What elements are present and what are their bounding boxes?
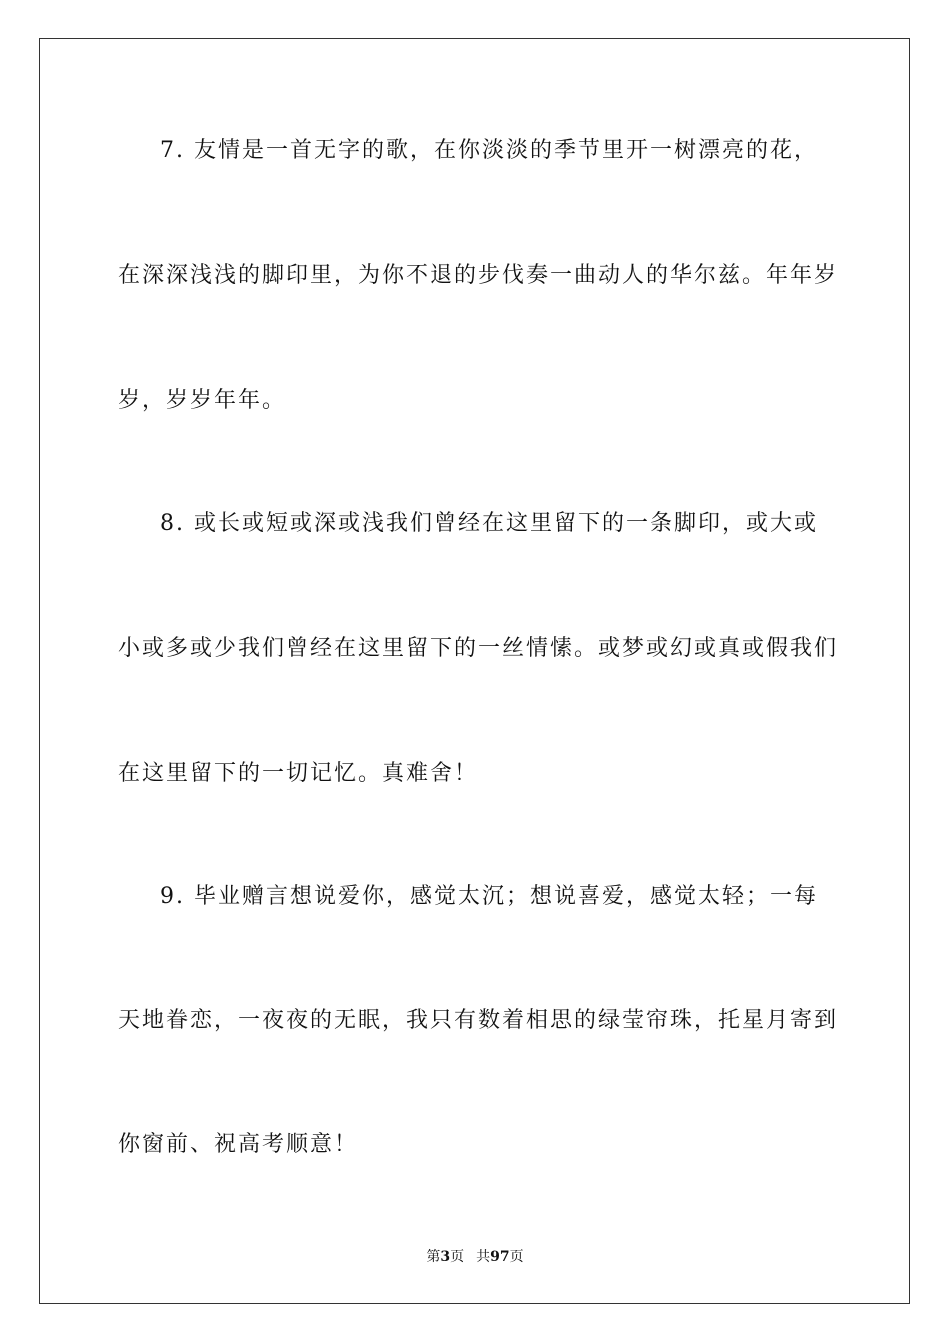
paragraph-9-line-2: 天地眷恋，一夜夜的无眠，我只有数着相思的绿莹帘珠，托星月寄到 — [118, 1008, 839, 1033]
paragraph-8-line-2: 小或多或少我们曾经在这里留下的一丝情愫。或梦或幻或真或假我们 — [118, 636, 839, 661]
paragraph-7-line-3: 岁，岁岁年年。 — [118, 388, 287, 413]
total-pages: 97 — [490, 1249, 510, 1265]
paragraph-9-line-3: 你窗前、祝高考顺意！ — [118, 1132, 359, 1157]
total-suffix: 页 — [509, 1249, 524, 1265]
page-suffix: 页 — [450, 1249, 465, 1265]
paragraph-8-line-1: 8. 或长或短或深或浅我们曾经在这里留下的一条脚印，或大或 — [160, 511, 818, 536]
total-prefix: 共 — [476, 1249, 491, 1265]
page-prefix: 第 — [426, 1249, 441, 1265]
page-border — [39, 38, 910, 1304]
paragraph-7-line-2: 在深深浅浅的脚印里，为你不退的步伐奏一曲动人的华尔兹。年年岁 — [118, 263, 839, 288]
page-footer — [0, 1247, 950, 1267]
paragraph-7-line-1: 7. 友情是一首无字的歌，在你淡淡的季节里开一树漂亮的花， — [160, 138, 818, 163]
page-number: 3 — [440, 1249, 451, 1265]
paragraph-8-line-3: 在这里留下的一切记忆。真难舍！ — [118, 761, 479, 786]
paragraph-9-line-1: 9. 毕业赠言想说爱你，感觉太沉；想说喜爱，感觉太轻；一每 — [160, 884, 818, 909]
